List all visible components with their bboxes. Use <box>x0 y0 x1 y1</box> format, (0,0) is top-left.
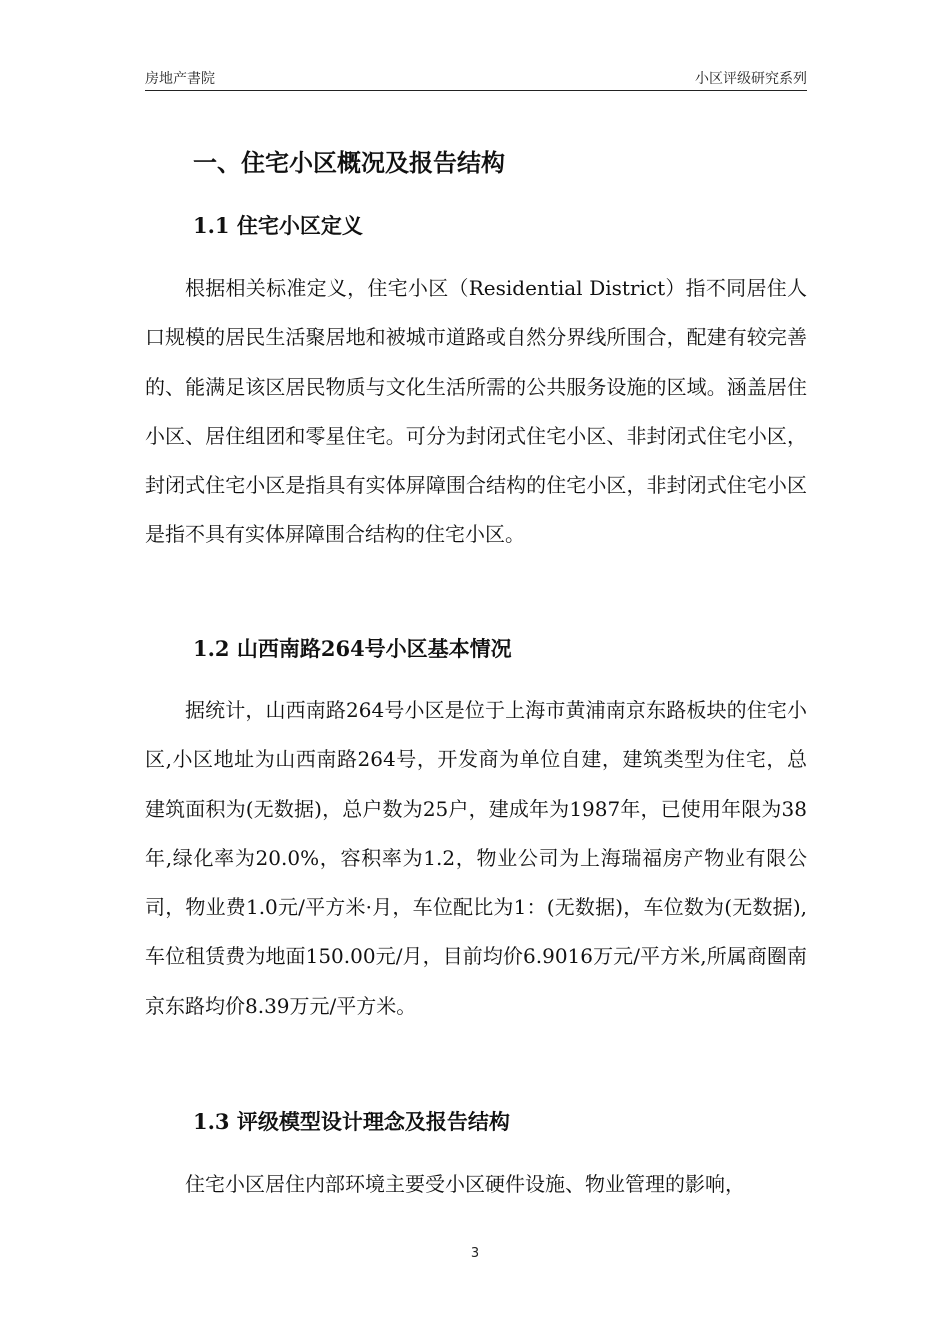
header-series-title: 小区评级研究系列 <box>695 71 807 87</box>
subsection-title-1-2: 1.2 山西南路264号小区基本情况 <box>193 636 512 661</box>
paragraph-community-basic-info: 据统计，山西南路264号小区是位于上海市黄浦南京东路板块的住宅小区,小区地址为山西南路264号，开发商为单位自建，建筑类型为住宅，总建筑面积为(无数据)，总户数为25户，建成年为1987年，已使用年限为38年,绿化率为20.0%，容积率为1.2，物业公司为上海瑞福房产物业有限公司，物业费1.0元/平方米·月，车位配比为1：(无数据)，车位数为(无数据),车位租赁费为地面150.00元/月，目前均价6.9016万元/平方米,所属商圈南京东路均价8.39万元/平方米。 <box>145 698 807 1018</box>
paragraph-rating-model-intro: 住宅小区居住内部环境主要受小区硬件设施、物业管理的影响， <box>185 1172 745 1196</box>
page-number: 3 <box>470 1246 480 1261</box>
paragraph-residential-district-definition: 根据相关标准定义，住宅小区（Residential District）指不同居住人口规模的居民生活聚居地和被城市道路或自然分界线所围合，配建有较完善的、能满足该区居民物质与文化生活所需的公共服务设施的区域。涵盖居住小区、居住组团和零星住宅。可分为封闭式住宅小区、非封闭式住宅小区，封闭式住宅小区是指具有实体屏障围合结构的住宅小区，非封闭式住宅小区是指不具有实体屏障围合结构的住宅小区。 <box>145 276 807 547</box>
section-title: 一、住宅小区概况及报告结构 <box>193 148 505 177</box>
subsection-title-1-3: 1.3 评级模型设计理念及报告结构 <box>193 1109 510 1134</box>
header-publisher: 房地产書院 <box>145 71 215 87</box>
page-header <box>145 66 807 91</box>
subsection-title-1-1: 1.1 住宅小区定义 <box>193 213 363 238</box>
